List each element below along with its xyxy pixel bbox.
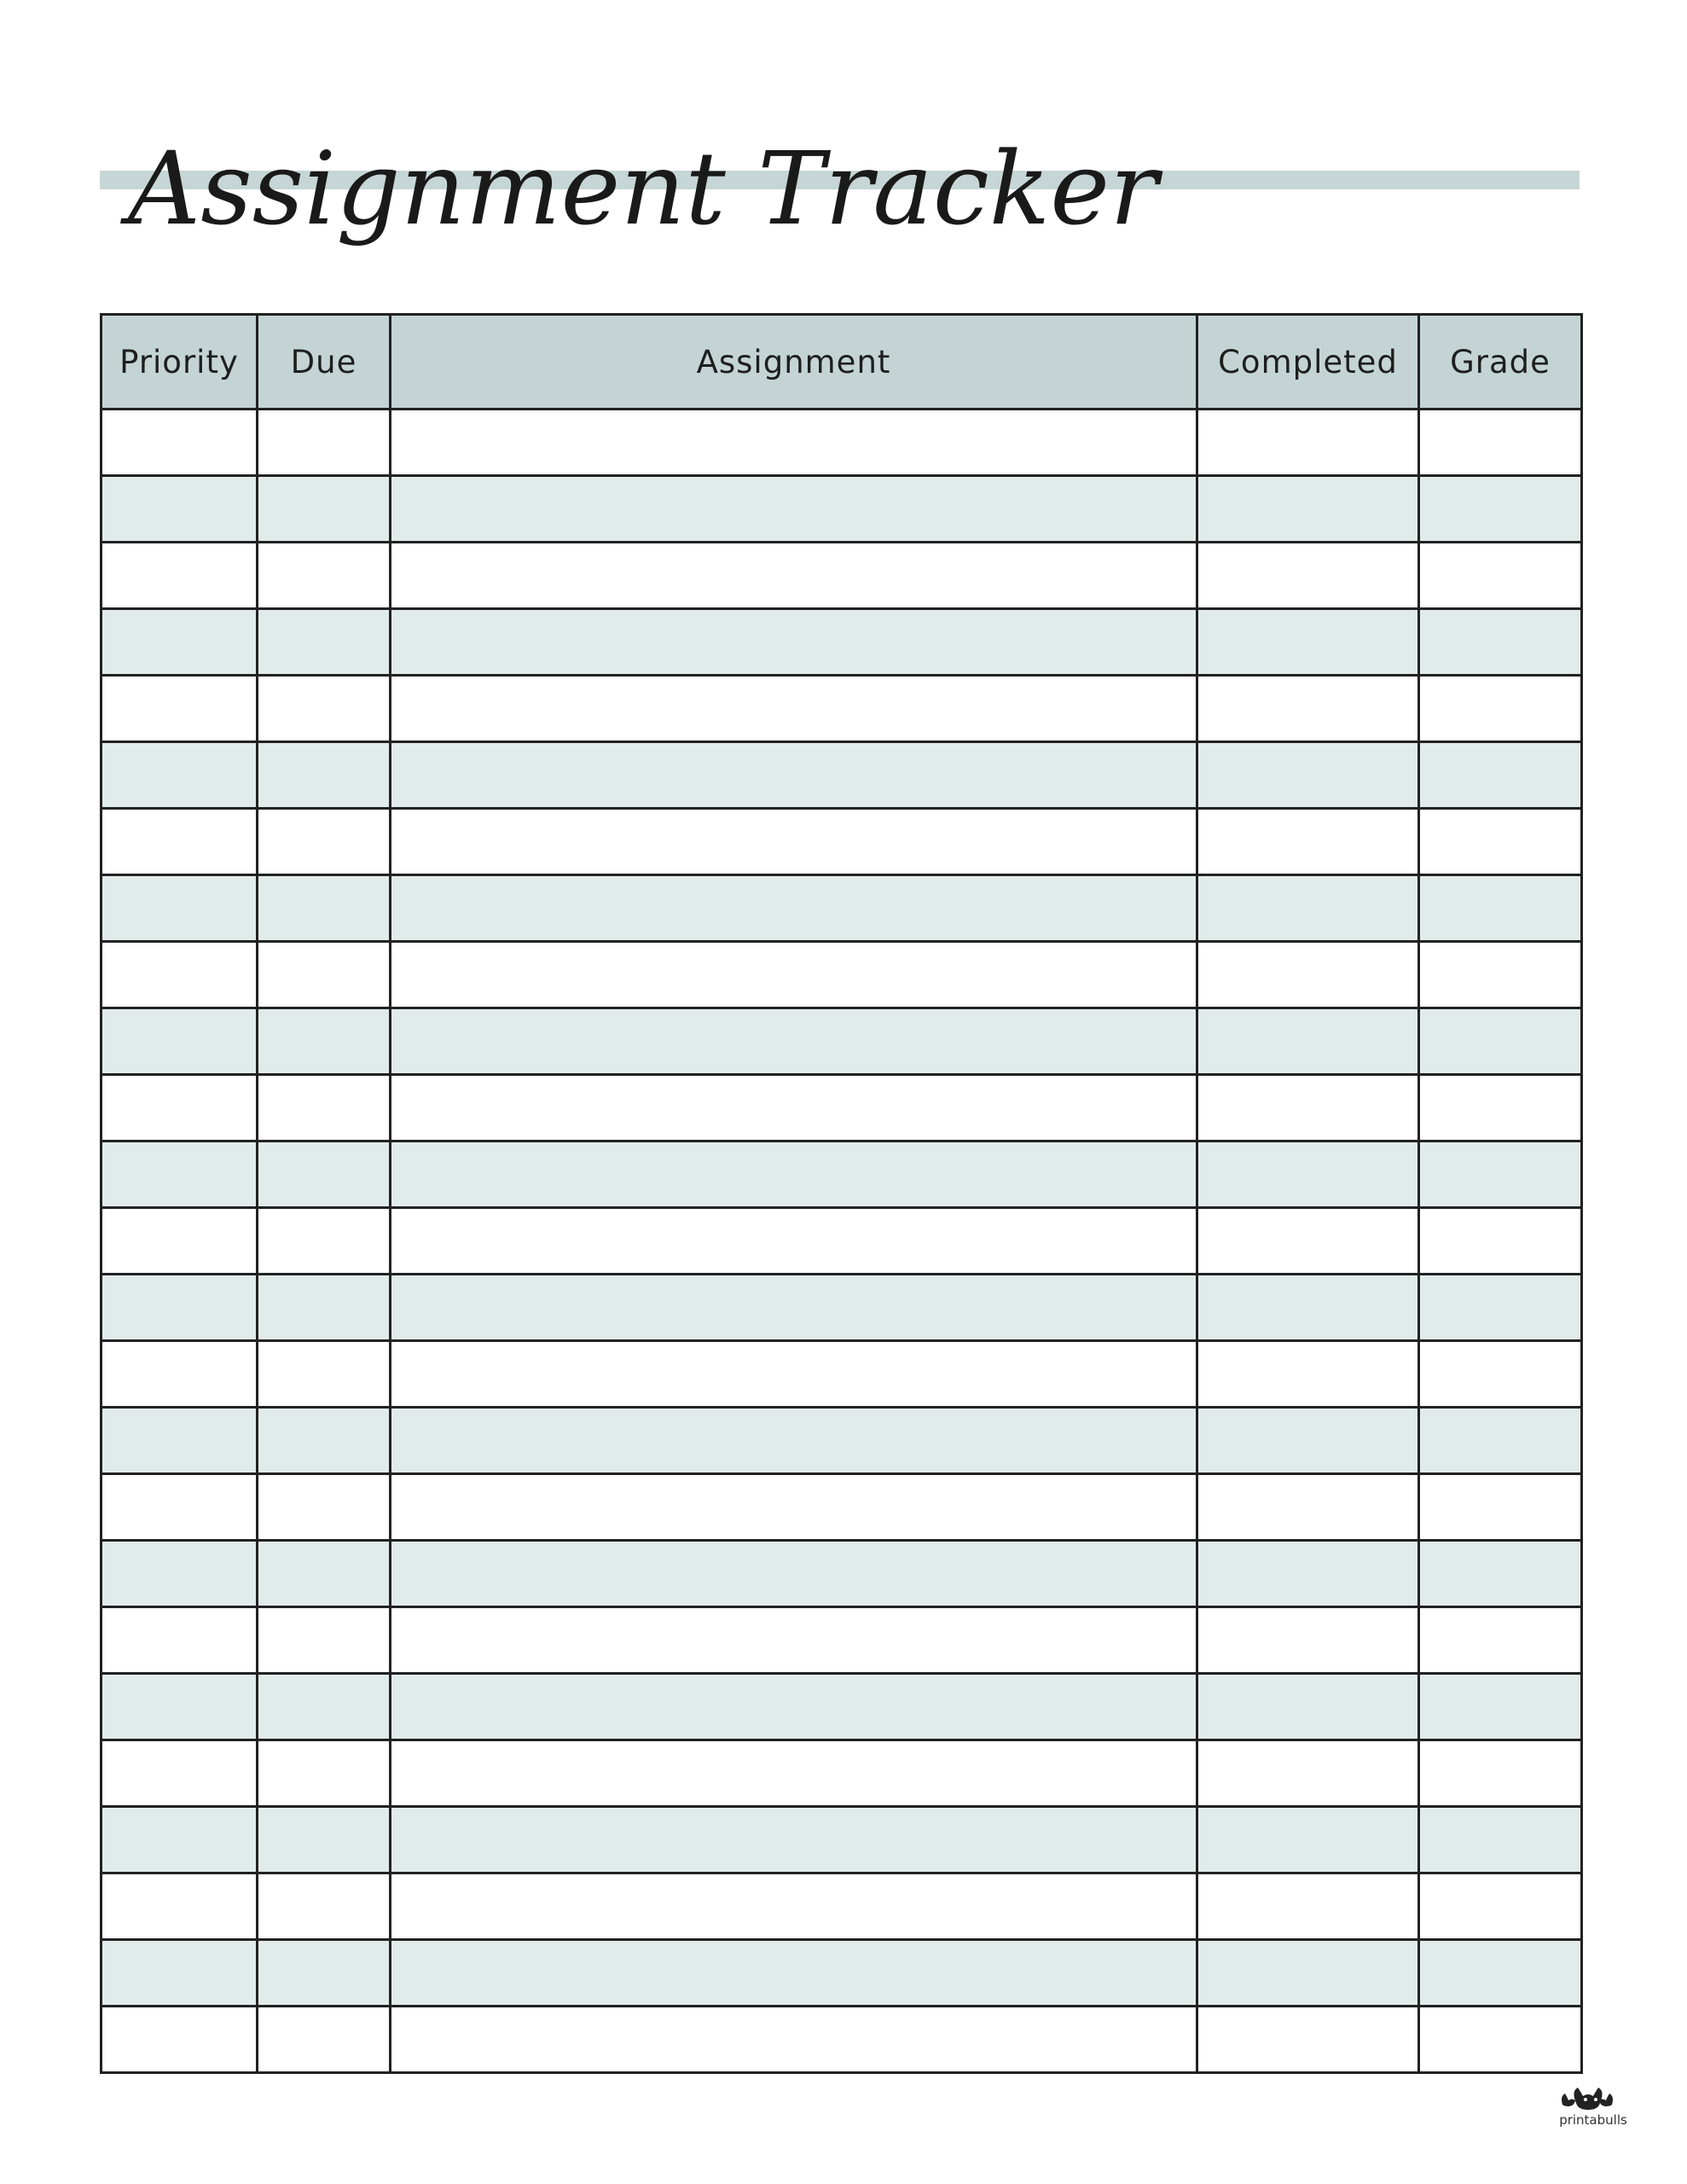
brand-name: printabulls [1559, 2112, 1627, 2128]
table-row [101, 1807, 1582, 1873]
table-row [101, 1740, 1582, 1807]
cell-grade[interactable] [1419, 809, 1582, 875]
cell-completed[interactable] [1197, 1740, 1419, 1807]
table-row [101, 875, 1582, 942]
cell-assignment[interactable] [391, 1208, 1197, 1275]
cell-grade[interactable] [1419, 1474, 1582, 1541]
cell-priority[interactable] [101, 410, 258, 476]
table-row [101, 1541, 1582, 1607]
cell-grade[interactable] [1419, 742, 1582, 809]
cell-completed[interactable] [1197, 1474, 1419, 1541]
cell-assignment[interactable] [391, 942, 1197, 1008]
cell-priority[interactable] [101, 1008, 258, 1075]
cell-priority[interactable] [101, 942, 258, 1008]
cell-priority[interactable] [101, 1141, 258, 1208]
cell-priority[interactable] [101, 1341, 258, 1408]
cell-completed[interactable] [1197, 1940, 1419, 2007]
cell-priority[interactable] [101, 1075, 258, 1141]
cell-grade[interactable] [1419, 476, 1582, 543]
table-row [101, 1275, 1582, 1341]
cell-completed[interactable] [1197, 1408, 1419, 1474]
cell-completed[interactable] [1197, 875, 1419, 942]
cell-completed[interactable] [1197, 809, 1419, 875]
cell-due[interactable] [258, 676, 391, 742]
cell-assignment[interactable] [391, 1740, 1197, 1807]
table-row [101, 476, 1582, 543]
cell-assignment[interactable] [391, 809, 1197, 875]
table-row [101, 1474, 1582, 1541]
cell-priority[interactable] [101, 742, 258, 809]
brand-logo [1551, 2077, 1636, 2129]
cell-due[interactable] [258, 1607, 391, 1674]
cell-completed[interactable] [1197, 410, 1419, 476]
cell-grade[interactable] [1419, 1075, 1582, 1141]
cell-assignment[interactable] [391, 1474, 1197, 1541]
table-row [101, 543, 1582, 609]
cell-grade[interactable] [1419, 1873, 1582, 1940]
cell-due[interactable] [258, 1408, 391, 1474]
cell-priority[interactable] [101, 1873, 258, 1940]
cell-priority[interactable] [101, 1940, 258, 2007]
cell-assignment[interactable] [391, 1008, 1197, 1075]
column-header-due: Due [258, 315, 391, 410]
cell-due[interactable] [258, 1807, 391, 1873]
table-row [101, 676, 1582, 742]
table-row [101, 1075, 1582, 1141]
cell-assignment[interactable] [391, 1408, 1197, 1474]
cell-completed[interactable] [1197, 942, 1419, 1008]
cell-completed[interactable] [1197, 1341, 1419, 1408]
cell-completed[interactable] [1197, 1674, 1419, 1740]
cell-completed[interactable] [1197, 1008, 1419, 1075]
cell-assignment[interactable] [391, 1541, 1197, 1607]
cell-grade[interactable] [1419, 1408, 1582, 1474]
cell-completed[interactable] [1197, 1607, 1419, 1674]
cell-assignment[interactable] [391, 1873, 1197, 1940]
table-row [101, 942, 1582, 1008]
column-header-grade: Grade [1419, 315, 1582, 410]
cell-due[interactable] [258, 742, 391, 809]
table-header-row [101, 315, 1582, 410]
cell-due[interactable] [258, 2007, 391, 2073]
cell-assignment[interactable] [391, 410, 1197, 476]
cell-assignment[interactable] [391, 1674, 1197, 1740]
cell-due[interactable] [258, 1208, 391, 1275]
cell-assignment[interactable] [391, 476, 1197, 543]
cell-priority[interactable] [101, 1208, 258, 1275]
cell-priority[interactable] [101, 1541, 258, 1607]
cell-completed[interactable] [1197, 1141, 1419, 1208]
cell-grade[interactable] [1419, 1141, 1582, 1208]
cell-grade[interactable] [1419, 1341, 1582, 1408]
cell-due[interactable] [258, 1008, 391, 1075]
cell-due[interactable] [258, 1141, 391, 1208]
cell-completed[interactable] [1197, 1075, 1419, 1141]
cell-due[interactable] [258, 1740, 391, 1807]
table-row [101, 1141, 1582, 1208]
cell-assignment[interactable] [391, 1940, 1197, 2007]
cell-completed[interactable] [1197, 1873, 1419, 1940]
cell-priority[interactable] [101, 809, 258, 875]
cell-priority[interactable] [101, 543, 258, 609]
table-row [101, 742, 1582, 809]
cell-grade[interactable] [1419, 1674, 1582, 1740]
cell-grade[interactable] [1419, 1208, 1582, 1275]
cell-priority[interactable] [101, 1474, 258, 1541]
cell-priority[interactable] [101, 609, 258, 676]
table-row [101, 1408, 1582, 1474]
cell-priority[interactable] [101, 1674, 258, 1740]
cell-grade[interactable] [1419, 609, 1582, 676]
cell-grade[interactable] [1419, 1740, 1582, 1807]
cell-due[interactable] [258, 1341, 391, 1408]
table-row [101, 1208, 1582, 1275]
cell-due[interactable] [258, 1940, 391, 2007]
cell-assignment[interactable] [391, 2007, 1197, 2073]
cell-priority[interactable] [101, 676, 258, 742]
cell-grade[interactable] [1419, 1807, 1582, 1873]
cell-priority[interactable] [101, 1275, 258, 1341]
cell-grade[interactable] [1419, 1008, 1582, 1075]
cell-grade[interactable] [1419, 1541, 1582, 1607]
cell-due[interactable] [258, 942, 391, 1008]
cell-grade[interactable] [1419, 1275, 1582, 1341]
cell-due[interactable] [258, 1075, 391, 1141]
cell-priority[interactable] [101, 1807, 258, 1873]
cell-completed[interactable] [1197, 543, 1419, 609]
cell-assignment[interactable] [391, 543, 1197, 609]
cell-assignment[interactable] [391, 875, 1197, 942]
cell-grade[interactable] [1419, 942, 1582, 1008]
cell-due[interactable] [258, 1474, 391, 1541]
cell-assignment[interactable] [391, 1275, 1197, 1341]
table-row [101, 410, 1582, 476]
cell-completed[interactable] [1197, 1275, 1419, 1341]
table-row [101, 1607, 1582, 1674]
cell-assignment[interactable] [391, 1607, 1197, 1674]
table-row [101, 1940, 1582, 2007]
cell-assignment[interactable] [391, 1807, 1197, 1873]
table-row [101, 1341, 1582, 1408]
cell-assignment[interactable] [391, 676, 1197, 742]
cell-priority[interactable] [101, 875, 258, 942]
cell-completed[interactable] [1197, 742, 1419, 809]
cell-due[interactable] [258, 1541, 391, 1607]
cell-due[interactable] [258, 1873, 391, 1940]
cell-grade[interactable] [1419, 410, 1582, 476]
cell-priority[interactable] [101, 1607, 258, 1674]
table-row [101, 1674, 1582, 1740]
assignment-table [100, 313, 1583, 2074]
cell-assignment[interactable] [391, 742, 1197, 809]
column-header-priority: Priority [101, 315, 258, 410]
cell-due[interactable] [258, 609, 391, 676]
cell-assignment[interactable] [391, 1075, 1197, 1141]
cell-due[interactable] [258, 875, 391, 942]
cell-completed[interactable] [1197, 609, 1419, 676]
table-row [101, 2007, 1582, 2073]
cell-priority[interactable] [101, 1740, 258, 1807]
cell-priority[interactable] [101, 476, 258, 543]
cell-completed[interactable] [1197, 1208, 1419, 1275]
cell-grade[interactable] [1419, 875, 1582, 942]
cell-priority[interactable] [101, 2007, 258, 2073]
cell-grade[interactable] [1419, 676, 1582, 742]
cell-completed[interactable] [1197, 476, 1419, 543]
cell-due[interactable] [258, 543, 391, 609]
cell-due[interactable] [258, 476, 391, 543]
table-row [101, 1008, 1582, 1075]
cell-completed[interactable] [1197, 676, 1419, 742]
cell-completed[interactable] [1197, 2007, 1419, 2073]
column-header-completed: Completed [1197, 315, 1419, 410]
cell-assignment[interactable] [391, 1141, 1197, 1208]
cell-completed[interactable] [1197, 1541, 1419, 1607]
cell-grade[interactable] [1419, 1607, 1582, 1674]
cell-grade[interactable] [1419, 543, 1582, 609]
cell-due[interactable] [258, 1674, 391, 1740]
table-row [101, 809, 1582, 875]
cell-due[interactable] [258, 809, 391, 875]
cell-due[interactable] [258, 410, 391, 476]
table-row [101, 609, 1582, 676]
cell-priority[interactable] [101, 1408, 258, 1474]
column-header-assignment: Assignment [391, 315, 1197, 410]
cell-due[interactable] [258, 1275, 391, 1341]
page-title [119, 96, 1158, 266]
page-title-text: Assignment Tracker [128, 130, 1158, 247]
cell-completed[interactable] [1197, 1807, 1419, 1873]
cell-assignment[interactable] [391, 609, 1197, 676]
cell-grade[interactable] [1419, 1940, 1582, 2007]
bulldog-logo-icon [1562, 2088, 1613, 2110]
cell-assignment[interactable] [391, 1341, 1197, 1408]
table-body [101, 410, 1582, 2073]
table-row [101, 1873, 1582, 1940]
cell-grade[interactable] [1419, 2007, 1582, 2073]
